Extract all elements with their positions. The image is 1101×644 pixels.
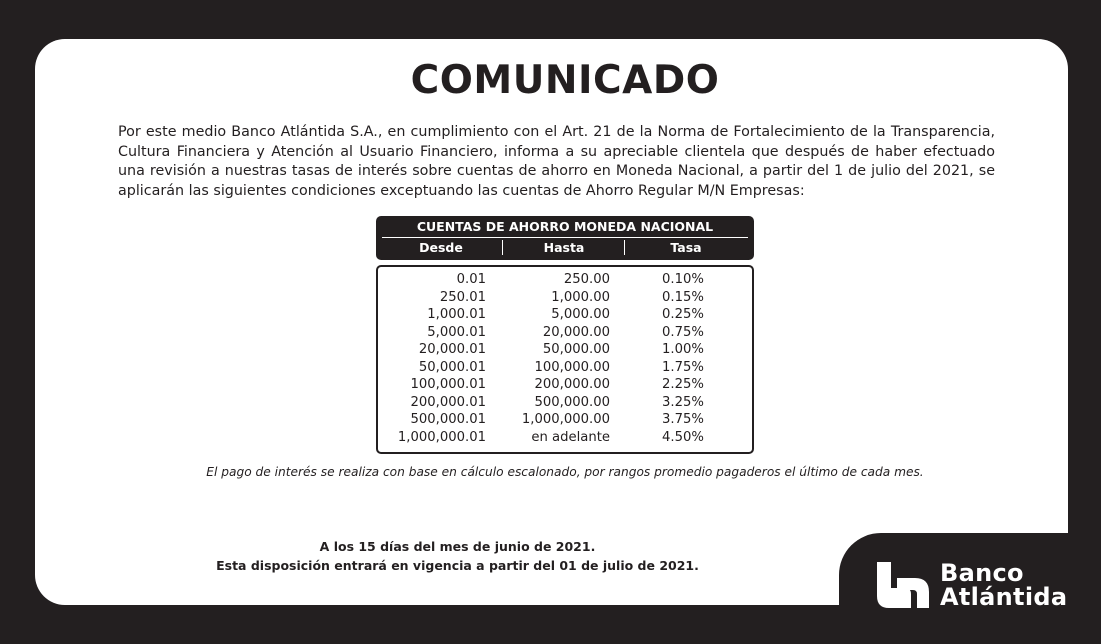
column-header-hasta: Hasta [543,240,585,255]
column-separator [624,240,625,255]
table-row [378,395,752,412]
header-divider [382,237,748,238]
interest-note: El pago de interés se realiza con base en cálculo escalonado, por rangos promedio pagaderos el último de cada mes. [206,465,924,479]
cell-hasta: en adelante [531,429,610,445]
cell-hasta: 50,000.00 [542,342,610,357]
table-row [378,307,752,324]
cell-hasta: 1,000.00 [551,289,610,305]
cell-tasa: 0.75% [662,324,704,340]
rates-table-header [376,216,754,260]
cell-tasa: 0.25% [662,307,704,322]
cell-tasa: 2.25% [662,377,704,392]
banco-atlantida-logo-icon [875,560,931,610]
cell-tasa: 3.25% [662,394,704,410]
table-row [378,412,752,429]
intro-paragraph: Por este medio Banco Atlántida S.A., en cumplimiento con el Art. 21 de la Norma de Fortalecimiento de la Transparencia, Cultura Financiera y Atención al Usuario Financiero, informa a su apreciable clientela que después de haber efectuado una revisión a nuestras tasas de interés sobre cuentas de ahorro en Moneda Nacional, a partir del 1 de julio del 2021, se aplicarán las siguientes condiciones exceptuando las cuentas de Ahorro Regular M/N Empresas: [118,124,995,199]
cell-desde: 200,000.01 [410,394,486,410]
cell-tasa: 4.50% [662,429,704,445]
cell-desde: 50,000.01 [418,359,486,375]
column-separator [502,240,503,255]
cell-tasa: 0.15% [662,289,704,305]
page-title: COMUNICADO [410,58,720,103]
cell-hasta: 20,000.00 [542,324,610,340]
validity-line: Esta disposición entrará en vigencia a partir del 01 de julio de 2021. [216,558,699,573]
rates-table-caption: CUENTAS DE AHORRO MONEDA NACIONAL [416,219,714,234]
date-line: A los 15 días del mes de junio de 2021. [319,539,596,554]
table-row [378,290,752,307]
column-header-desde: Desde [419,240,463,255]
cell-tasa: 1.00% [662,342,704,357]
cell-tasa: 1.75% [662,359,704,375]
table-row [378,325,752,342]
logo-text-atlantida: Atlántida [940,583,1068,611]
table-row [378,430,752,447]
cell-hasta: 250.00 [563,272,610,287]
cell-desde: 250.01 [439,289,486,305]
cell-hasta: 1,000,000.00 [521,412,610,427]
rates-table-body [376,265,754,454]
cell-desde: 5,000.01 [427,324,486,340]
cell-desde: 20,000.01 [418,342,486,357]
table-row [378,360,752,377]
table-row [378,377,752,394]
cell-tasa: 3.75% [662,412,704,427]
cell-hasta: 5,000.00 [551,307,610,322]
cell-desde: 500,000.01 [410,412,486,427]
cell-desde: 1,000.01 [427,307,486,322]
cell-hasta: 100,000.00 [534,359,610,375]
logo-text-banco: Banco [940,559,1024,587]
cell-hasta: 500,000.00 [534,394,610,410]
column-header-tasa: Tasa [670,240,702,255]
cell-desde: 0.01 [456,272,486,287]
cell-tasa: 0.10% [662,272,704,287]
cell-hasta: 200,000.00 [534,377,610,392]
table-row [378,342,752,359]
table-row [378,272,752,289]
cell-desde: 1,000,000.01 [397,429,486,445]
cell-desde: 100,000.01 [410,377,486,392]
